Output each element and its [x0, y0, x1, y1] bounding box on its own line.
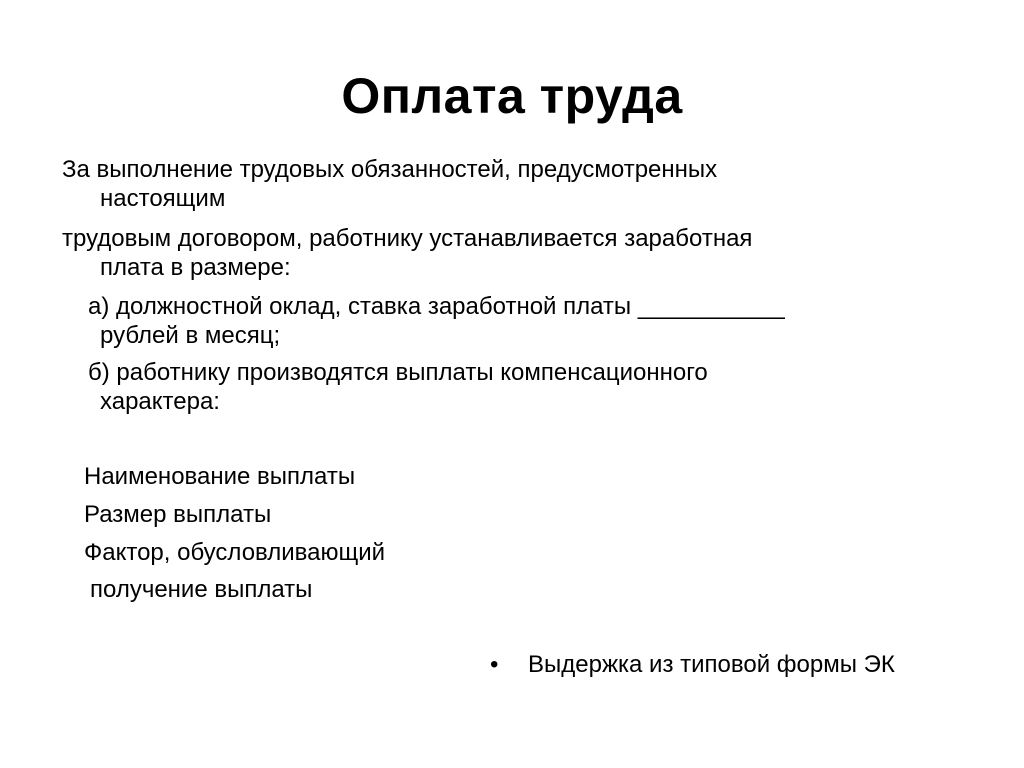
- bullet-note-text: Выдержка из типовой формы ЭК: [528, 651, 895, 678]
- paragraph-2-line-1: трудовым договором, работнику устанавливается заработная: [62, 225, 753, 252]
- paragraph-1-line-1: За выполнение трудовых обязанностей, предусмотренных: [62, 156, 718, 183]
- paragraph-1-line-2: настоящим: [100, 185, 226, 212]
- paragraph-3-line-1: а) должностной оклад, ставка заработной платы ___________: [88, 293, 785, 320]
- payment-factor-label: Фактор, обусловливающий: [84, 539, 386, 566]
- paragraph-4-line-2: характера:: [100, 388, 220, 415]
- payment-name-label: Наименование выплаты: [84, 463, 356, 490]
- bullet-note: [490, 650, 895, 679]
- paragraph-4-line-1: б) работнику производятся выплаты компенсационного: [88, 359, 708, 386]
- slide-title: Оплата труда: [341, 68, 683, 124]
- paragraph-3: [62, 292, 785, 350]
- paragraph-4: [62, 358, 708, 416]
- paragraph-1: [62, 155, 717, 213]
- bullet-dot-icon: •: [490, 651, 499, 678]
- paragraph-2-line-2: плата в размере:: [100, 254, 291, 281]
- payment-receipt-label: получение выплаты: [90, 576, 313, 603]
- paragraph-2: [62, 224, 752, 282]
- paragraph-3-line-2: рублей в месяц;: [100, 322, 281, 349]
- payment-size-label: Размер выплаты: [84, 501, 272, 528]
